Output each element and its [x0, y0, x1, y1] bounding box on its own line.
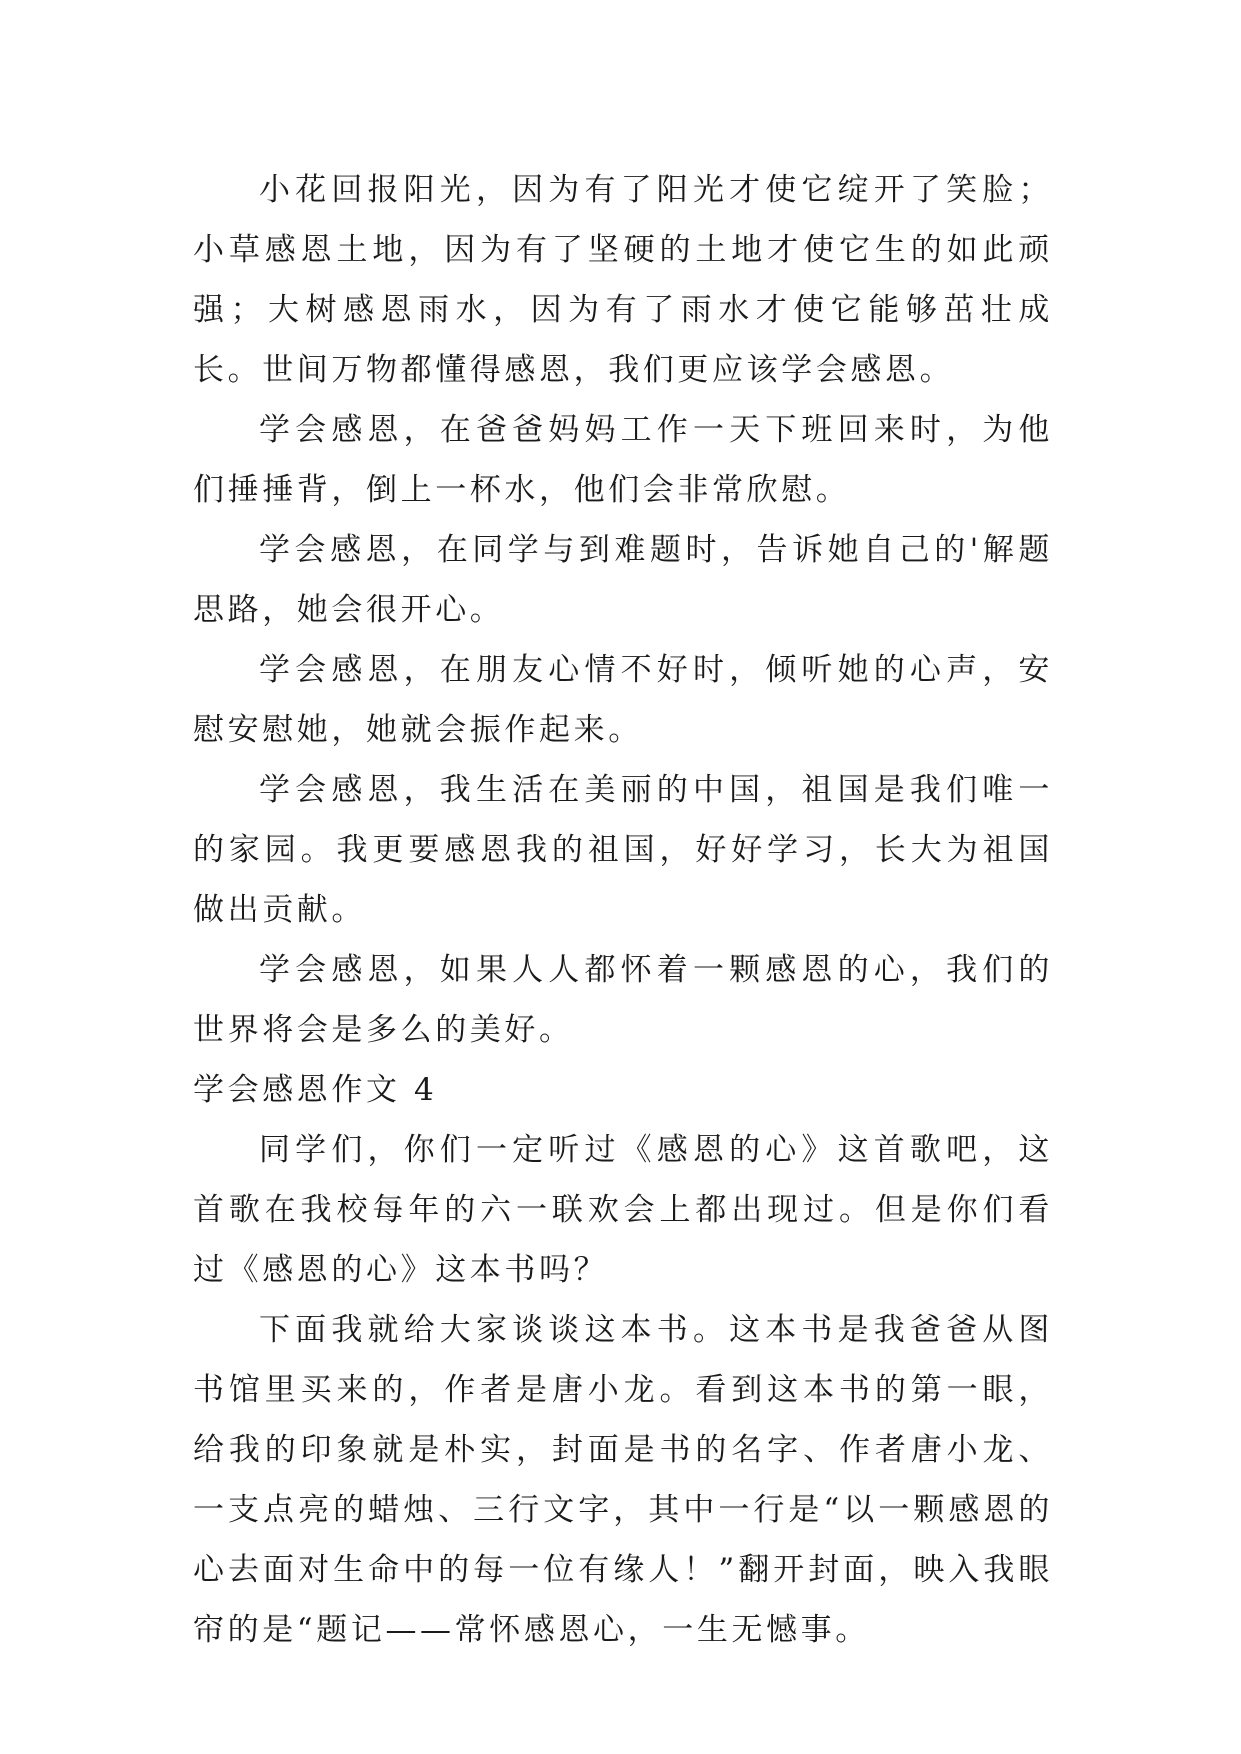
paragraph-1: 小花回报阳光，因为有了阳光才使它绽开了笑脸；小草感恩土地，因为有了坚硬的土地才使它生的如此顽强；大树感恩雨水，因为有了雨水才使它能够茁壮成长。世间万物都懂得感恩，我们更应该学会感恩。 — [193, 172, 1053, 388]
paragraph-3: 学会感恩，在同学与到难题时，告诉她自己的'解题思路，她会很开心。 — [193, 532, 1053, 628]
paragraph-8: 下面我就给大家谈谈这本书。这本书是我爸爸从图书馆里买来的，作者是唐小龙。看到这本书的第一眼，给我的印象就是朴实，封面是书的名字、作者唐小龙、一支点亮的蜡烛、三行文字，其中一行是“以一颗感恩的心去面对生命中的每一位有缘人！”翻开封面，映入我眼帘的是“题记——常怀感恩心，一生无憾事。 — [193, 1312, 1053, 1648]
document-page — [193, 160, 1053, 1660]
paragraph-2: 学会感恩，在爸爸妈妈工作一天下班回来时，为他们捶捶背，倒上一杯水，他们会非常欣慰。 — [193, 412, 1053, 508]
section-heading: 学会感恩作文 4 — [193, 1072, 438, 1108]
paragraph-7: 同学们，你们一定听过《感恩的心》这首歌吧，这首歌在我校每年的六一联欢会上都出现过。但是你们看过《感恩的心》这本书吗？ — [193, 1132, 1053, 1288]
paragraph-6: 学会感恩，如果人人都怀着一颗感恩的心，我们的世界将会是多么的美好。 — [193, 952, 1053, 1048]
paragraph-4: 学会感恩，在朋友心情不好时，倾听她的心声，安慰安慰她，她就会振作起来。 — [193, 652, 1053, 748]
paragraph-5: 学会感恩，我生活在美丽的中国，祖国是我们唯一的家园。我更要感恩我的祖国，好好学习，长大为祖国做出贡献。 — [193, 772, 1053, 928]
